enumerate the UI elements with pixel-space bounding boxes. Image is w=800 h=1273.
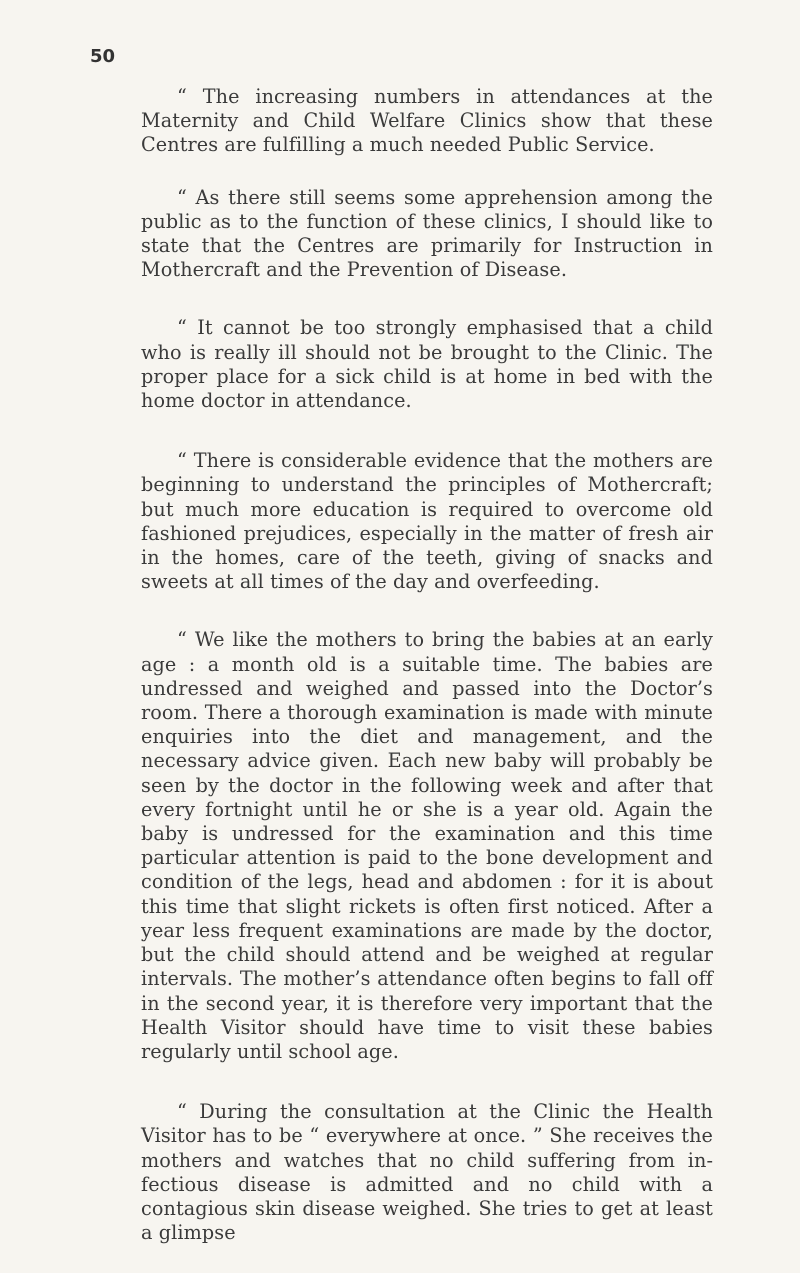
paragraph-mothercraft-education: “ There is considerable evidence that the mothers are beginning to understand the principles of Mothercraft; but much more education is required to overcome old fashioned prejudices, especially in the matter of fresh air in the homes, care of the teeth, giving of snacks and sweets at all times of the day and overfeeding.	[141, 449, 713, 594]
page-number: 50	[90, 46, 116, 67]
paragraph-clinic-attendances: “ The increasing numbers in attendances at the Maternity and Child Welfare Clinics show that these Centres are fulfilling a much needed Public Service.	[141, 85, 713, 157]
paragraph-sick-child: “ It cannot be too strongly emphasised that a child who is really ill should not be brought to the Clinic. The proper place for a sick child is at home in bed with the home doctor in attendance.	[141, 316, 713, 413]
paragraph-health-visitor: “ During the consultation at the Clinic the Health Visitor has to be “ everywhere at once. ” She receives the mothers and watches that no child suffering from infectious disease is admitted and no child with a contagious skin disease weighed. She tries to get at least a glimpse	[141, 1100, 713, 1245]
paragraph-clinic-function: “ As there still seems some apprehension among the public as to the function of these clinics, I should like to state that the Centres are primarily for Instruction in Mothercraft and the Prevention of Disease.	[141, 185, 713, 282]
paragraph-baby-examinations: “ We like the mothers to bring the babies at an early age : a month old is a suitable time. The babies are undressed and weighed and passed into the Doctor’s room. There a thorough examination is made with minute enquiries into the diet and management, and the necessary advice given. Each new baby will probably be seen by the doctor in the following week and after that every fortnight until he or she is a year old. Again the baby is undressed for the examination and this time particular attention is paid to the bone development and condition of the legs, head and abdomen : for it is about this time that slight rickets is often first noticed. After a year less frequent examinations are made by the doctor, but the child should attend and be weighed at regular intervals. The mother’s attendance often begins to fall off in the second year, it is therefore very important that the Health Visitor should have time to visit these babies regularly until school age.	[141, 628, 713, 1063]
document-body	[141, 85, 713, 1273]
